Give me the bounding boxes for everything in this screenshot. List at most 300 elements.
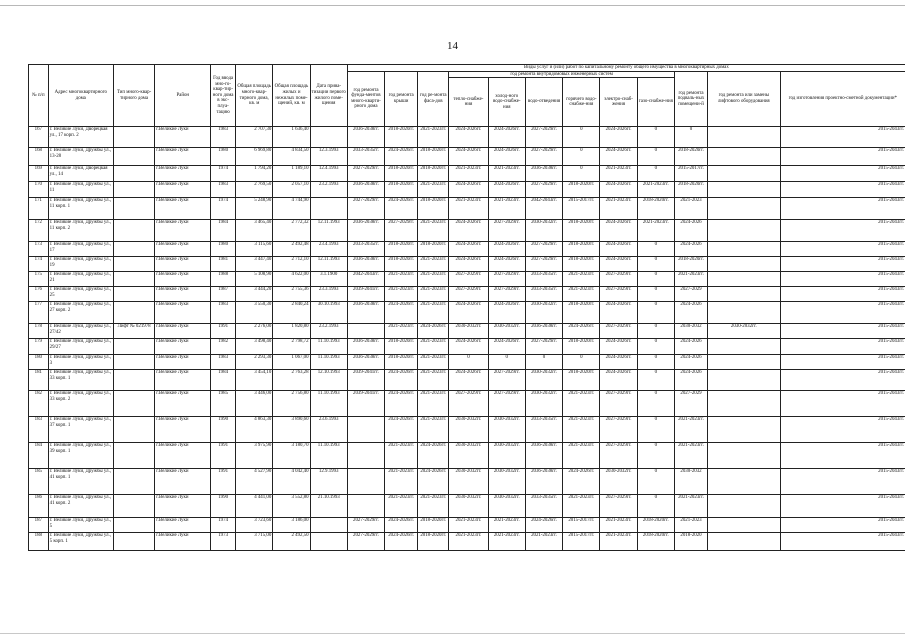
basement-cell: 2021-2023гг.: [674, 443, 707, 469]
heat-cell: 2021-2023гг.: [449, 166, 488, 182]
basement-cell: 2027-2029: [674, 391, 707, 417]
facade-cell: 2021-2023гг.: [418, 417, 449, 443]
row-number: 183: [29, 417, 49, 443]
year-cell: 1985: [211, 391, 236, 417]
cold-water-cell: 2024-2026гг.: [488, 302, 525, 324]
living-area-cell: 3 552,80: [273, 495, 310, 518]
hot-water-cell: 2018-2020гг.: [563, 302, 600, 324]
year-cell: 1984: [211, 220, 236, 242]
type-cell: [113, 257, 154, 272]
living-area-cell: 4 744,90: [273, 198, 310, 220]
year-cell: 1990: [211, 495, 236, 518]
year-cell: 1983: [211, 355, 236, 370]
electric-cell: 2024-2026гг.: [600, 148, 637, 166]
privat-date-cell: 23.4.1993: [310, 242, 347, 257]
gas-cell: 0: [637, 166, 674, 182]
heat-cell: 2021-2023гг.: [449, 518, 488, 533]
hot-water-cell: 2021-2023гг.: [563, 417, 600, 443]
hot-water-cell: 2021-2023гг.: [563, 287, 600, 302]
lift-cell: [708, 518, 780, 533]
heat-cell: 2030-2032гг.: [449, 324, 488, 339]
facade-cell: 2021-2023гг.: [418, 495, 449, 518]
roof-cell: 2024-2026гг.: [385, 417, 418, 443]
facade-cell: 2018-2020гг.: [418, 518, 449, 533]
col-hot-header: горячего водо-снабже-ния: [563, 78, 600, 127]
living-area-cell: 2 492,50: [273, 533, 310, 551]
gas-cell: 2021-2023гг.: [637, 220, 674, 242]
electric-cell: 2021-2023гг.: [600, 533, 637, 551]
sewer-cell: 2027-2029гг.: [525, 127, 562, 148]
roof-cell: 2018-2020гг.: [385, 182, 418, 198]
psd-cell: 2015-2043гг.: [780, 127, 905, 148]
heat-cell: 2027-2029гг.: [449, 391, 488, 417]
row-number: 187: [29, 518, 49, 533]
year-cell: 1988: [211, 272, 236, 287]
basement-cell: 2024-2026: [674, 242, 707, 257]
basement-cell: 2024-2026: [674, 339, 707, 355]
privat-date-cell: [310, 518, 347, 533]
year-cell: 1981: [211, 257, 236, 272]
services-group-header: Виды услуг и (или) работ по капитальному ремонту общего имущества в многоквартирных домах: [347, 65, 905, 72]
psd-cell: 2015-2043гг.: [780, 370, 905, 391]
heat-cell: 2024-2026гг.: [449, 339, 488, 355]
privat-date-cell: 11.10.1993: [310, 339, 347, 355]
electric-cell: 2024-2026гг.: [600, 355, 637, 370]
cold-water-cell: 2027-2029гг.: [488, 272, 525, 287]
psd-cell: 2015-2043гг.: [780, 257, 905, 272]
hot-water-cell: 2021-2023гг.: [563, 391, 600, 417]
basement-cell: 2018-2020гг.: [674, 182, 707, 198]
year-cell: 1987: [211, 287, 236, 302]
table-row: [29, 417, 905, 443]
heat-cell: 2021-2023гг.: [449, 533, 488, 551]
row-number: 184: [29, 443, 49, 469]
living-area-cell: 3 890,60: [273, 417, 310, 443]
col-year-header: Год ввода мно-го-квар-тир-ного дома в экс-плуа-тацию: [211, 65, 236, 127]
col-lift-header: год ремонта или замены лифтового оборудования: [708, 71, 780, 127]
table-row: [29, 302, 905, 324]
roof-cell: 2021-2023гг.: [385, 324, 418, 339]
facade-cell: 2021-2023гг.: [418, 370, 449, 391]
basement-cell: 2015-2017гг.: [674, 166, 707, 182]
sewer-cell: 2033-2035гг.: [525, 495, 562, 518]
facade-cell: 2024-2026гг.: [418, 324, 449, 339]
sewer-cell: 2027-2029гг.: [525, 339, 562, 355]
total-area-cell: 3 715,00: [236, 533, 273, 551]
type-cell: [113, 370, 154, 391]
gas-cell: 0: [637, 370, 674, 391]
type-cell: [113, 272, 154, 287]
lift-cell: [708, 272, 780, 287]
basement-cell: 2018-2020гг.: [674, 148, 707, 166]
living-area-cell: 1 189,10: [273, 166, 310, 182]
type-cell: [113, 127, 154, 148]
heat-cell: 2030-2032гг.: [449, 469, 488, 495]
row-number: 168: [29, 148, 49, 166]
foundation-cell: 2027-2029гг.: [347, 166, 384, 182]
table-row: [29, 257, 905, 272]
type-cell: [113, 166, 154, 182]
living-area-cell: 1 067,00: [273, 355, 310, 370]
row-number: 185: [29, 469, 49, 495]
lift-cell: [708, 533, 780, 551]
foundation-cell: [347, 417, 384, 443]
lift-cell: [708, 287, 780, 302]
year-cell: 1982: [211, 339, 236, 355]
facade-cell: 2021-2023гг.: [418, 272, 449, 287]
cold-water-cell: 2024-2026гг.: [488, 339, 525, 355]
table-row: [29, 127, 905, 148]
table-row: [29, 148, 905, 166]
basement-cell: 2024-2026: [674, 355, 707, 370]
address-cell: г. Великие Луки, Дружбы ул., 33 корп. 2: [48, 391, 113, 417]
type-cell: [113, 355, 154, 370]
gas-cell: 2021-2023гг.: [637, 182, 674, 198]
hot-water-cell: 0: [563, 127, 600, 148]
electric-cell: 2027-2029гг.: [600, 272, 637, 287]
facade-cell: 2021-2023гг.: [418, 355, 449, 370]
cold-water-cell: 2024-2026гг.: [488, 242, 525, 257]
lift-cell: [708, 302, 780, 324]
foundation-cell: 2027-2029гг.: [347, 518, 384, 533]
electric-cell: 2030-2032гг.: [600, 469, 637, 495]
privat-date-cell: 12.10.1993: [310, 370, 347, 391]
type-cell: [113, 469, 154, 495]
hot-water-cell: 2018-2020гг.: [563, 220, 600, 242]
col-gas-header: газо-снабже-ния: [637, 78, 674, 127]
facade-cell: 2021-2023гг.: [418, 127, 449, 148]
col-facade-header: год ре-монта фаса-дов: [418, 71, 449, 127]
lift-cell: [708, 495, 780, 518]
district-cell: г.Великие Луки: [155, 370, 211, 391]
gas-cell: 0: [637, 339, 674, 355]
sewer-cell: 2024-2026гг.: [525, 518, 562, 533]
cold-water-cell: 2021-2023гг.: [488, 166, 525, 182]
address-cell: г. Великие Луки, Дружбы ул., 11 корп. 2: [48, 220, 113, 242]
psd-cell: 2015-2043гг.: [780, 518, 905, 533]
basement-cell: 2024-2026: [674, 220, 707, 242]
heat-cell: 2024-2026гг.: [449, 242, 488, 257]
foundation-cell: 2042-2043гг.: [347, 272, 384, 287]
electric-cell: 2024-2026гг.: [600, 339, 637, 355]
roof-cell: 2021-2023гг.: [385, 495, 418, 518]
type-cell: [113, 339, 154, 355]
cold-water-cell: 2024-2026гг.: [488, 148, 525, 166]
sewer-cell: 2021-2023гг.: [525, 533, 562, 551]
facade-cell: 2024-2026гг.: [418, 469, 449, 495]
address-cell: г. Великие Луки, Дружбы ул., 29/27: [48, 339, 113, 355]
sewer-cell: 2027-2029гг.: [525, 148, 562, 166]
cold-water-cell: 2030-2032гг.: [488, 443, 525, 469]
heat-cell: 2030-2032гг.: [449, 443, 488, 469]
row-number: 171: [29, 198, 49, 220]
roof-cell: 2018-2020гг.: [385, 127, 418, 148]
col-privat-date-header: Дата прива-тизации первого жилого поме-щения: [310, 65, 347, 127]
total-area-cell: 2 293,30: [236, 355, 273, 370]
hot-water-cell: 2015-2017гг.: [563, 518, 600, 533]
roof-cell: 2024-2026гг.: [385, 533, 418, 551]
heat-cell: 2024-2026гг.: [449, 302, 488, 324]
foundation-cell: [347, 469, 384, 495]
type-cell: [113, 495, 154, 518]
gas-cell: 0: [637, 469, 674, 495]
lift-cell: [708, 242, 780, 257]
electric-cell: 2021-2023гг.: [600, 166, 637, 182]
roof-cell: 2024-2026гг.: [385, 198, 418, 220]
total-area-cell: 3 498,40: [236, 339, 273, 355]
lift-cell: [708, 339, 780, 355]
address-cell: г. Великие Луки, Дворецкая ул., 17 корп. 2: [48, 127, 113, 148]
address-cell: г. Великие Луки, Дружбы ул., 3: [48, 355, 113, 370]
roof-cell: 2018-2020гг.: [385, 339, 418, 355]
table-row: [29, 443, 905, 469]
district-cell: г.Великие Луки: [155, 220, 211, 242]
address-cell: г. Великие Луки, Дружбы ул., 27 корп. 2: [48, 302, 113, 324]
type-cell: [113, 148, 154, 166]
basement-cell: 2027-2029: [674, 287, 707, 302]
table-row: [29, 272, 905, 287]
district-cell: г.Великие Луки: [155, 302, 211, 324]
living-area-cell: 2 756,80: [273, 391, 310, 417]
district-cell: г.Великие Луки: [155, 417, 211, 443]
type-cell: [113, 242, 154, 257]
privat-date-cell: 11.10.1993: [310, 355, 347, 370]
total-area-cell: 3 465,40: [236, 220, 273, 242]
address-cell: г. Великие Луки, Дружбы ул., 21: [48, 272, 113, 287]
row-number: 167: [29, 127, 49, 148]
col-basement-header: год ремонта подваль-ных помещени-й: [674, 71, 707, 127]
total-area-cell: 3 975,90: [236, 443, 273, 469]
facade-cell: 2018-2020гг.: [418, 533, 449, 551]
sewer-cell: 2027-2029гг.: [525, 182, 562, 198]
psd-cell: 2015-2043гг.: [780, 355, 905, 370]
roof-cell: 2027-2029гг.: [385, 220, 418, 242]
privat-date-cell: [310, 533, 347, 551]
row-number: 175: [29, 272, 49, 287]
roof-cell: 2018-2020гг.: [385, 257, 418, 272]
gas-cell: 0: [637, 287, 674, 302]
electric-cell: 2024-2026гг.: [600, 127, 637, 148]
sewer-cell: 2036-2038гг.: [525, 469, 562, 495]
year-cell: 1991: [211, 469, 236, 495]
living-area-cell: 4 834,50: [273, 148, 310, 166]
psd-cell: 2015-2043гг.: [780, 220, 905, 242]
total-area-cell: 3 723,60: [236, 518, 273, 533]
foundation-cell: 2036-2038гг.: [347, 257, 384, 272]
hot-water-cell: 2021-2023гг.: [563, 272, 600, 287]
sewer-cell: 2033-2035гг.: [525, 272, 562, 287]
facade-cell: 2021-2023гг.: [418, 182, 449, 198]
col-psd-header: год изготовления проектно-сметной документации*: [780, 71, 905, 127]
psd-cell: 2015-2043гг.: [780, 148, 905, 166]
district-cell: г.Великие Луки: [155, 469, 211, 495]
basement-cell: 2021-2023гг.: [674, 495, 707, 518]
total-area-cell: 1 794,20: [236, 166, 273, 182]
cold-water-cell: 0: [488, 355, 525, 370]
district-cell: г.Великие Луки: [155, 198, 211, 220]
table-row: [29, 220, 905, 242]
facade-cell: 2021-2023гг.: [418, 339, 449, 355]
district-cell: г.Великие Луки: [155, 182, 211, 198]
privat-date-cell: 3.1.1900: [310, 272, 347, 287]
roof-cell: 2021-2023гг.: [385, 287, 418, 302]
roof-cell: 2021-2023гг.: [385, 443, 418, 469]
district-cell: г.Великие Луки: [155, 272, 211, 287]
type-cell: Лифт № 021978: [113, 324, 154, 339]
privat-date-cell: 30.10.1993: [310, 302, 347, 324]
table-body: [29, 127, 905, 551]
foundation-cell: 2036-2038гг.: [347, 220, 384, 242]
district-cell: г.Великие Луки: [155, 443, 211, 469]
living-area-cell: 2 840,24: [273, 302, 310, 324]
sewer-cell: 2036-2038гг.: [525, 443, 562, 469]
year-cell: 1974: [211, 198, 236, 220]
row-number: 179: [29, 339, 49, 355]
year-cell: 1980: [211, 148, 236, 166]
living-area-cell: 2 057,10: [273, 182, 310, 198]
district-cell: г.Великие Луки: [155, 148, 211, 166]
col-address-header: Адрес многоквартирного дома: [48, 65, 113, 127]
privat-date-cell: 21.10.1993: [310, 495, 347, 518]
lift-cell: [708, 182, 780, 198]
lift-cell: [708, 220, 780, 242]
lift-cell: [708, 198, 780, 220]
year-cell: 1983: [211, 302, 236, 324]
facade-cell: 2018-2020гг.: [418, 148, 449, 166]
col-living-area-header: Общая площадь жилых и нежилых поме-щений, кв. м: [273, 65, 310, 127]
row-number: 169: [29, 166, 49, 182]
district-cell: г.Великие Луки: [155, 166, 211, 182]
type-cell: [113, 302, 154, 324]
address-cell: г. Великие Луки, Дружбы ул., 25: [48, 287, 113, 302]
address-cell: г. Великие Луки, Дружбы ул., 17: [48, 242, 113, 257]
psd-cell: 2015-2043гг.: [780, 242, 905, 257]
living-area-cell: 1 636,40: [273, 127, 310, 148]
electric-cell: 2021-2023гг.: [600, 198, 637, 220]
total-area-cell: 5 248,90: [236, 198, 273, 220]
type-cell: [113, 182, 154, 198]
psd-cell: 2015-2043гг.: [780, 533, 905, 551]
col-foundation-header: год ремонта фунда-ментов много-кварти-рного дома: [347, 71, 384, 127]
hot-water-cell: 2018-2020гг.: [563, 257, 600, 272]
district-cell: г.Великие Луки: [155, 257, 211, 272]
privat-date-cell: 12.11.1993: [310, 257, 347, 272]
hot-water-cell: 2024-2026гг.: [563, 469, 600, 495]
cold-water-cell: 2027-2029гг.: [488, 391, 525, 417]
psd-cell: 2015-2043гг.: [780, 469, 905, 495]
sewer-cell: 2036-2038гг.: [525, 324, 562, 339]
electric-cell: 2024-2026гг.: [600, 220, 637, 242]
basement-cell: 2021-2023гг.: [674, 417, 707, 443]
address-cell: г. Великие Луки, Дружбы ул., 19: [48, 257, 113, 272]
roof-cell: 2024-2026гг.: [385, 148, 418, 166]
type-cell: [113, 220, 154, 242]
row-number: 173: [29, 242, 49, 257]
hot-water-cell: 2015-2017гг.: [563, 533, 600, 551]
type-cell: [113, 391, 154, 417]
year-cell: 1980: [211, 242, 236, 257]
row-number: 186: [29, 495, 49, 518]
table-row: [29, 198, 905, 220]
address-cell: г. Великие Луки, Дружбы ул., 5: [48, 518, 113, 533]
hot-water-cell: 2021-2023гг.: [563, 495, 600, 518]
foundation-cell: 2036-2038гг.: [347, 127, 384, 148]
electric-cell: 2021-2023гг.: [600, 518, 637, 533]
cold-water-cell: 2030-2032гг.: [488, 324, 525, 339]
cold-water-cell: 2030-2032гг.: [488, 417, 525, 443]
sewer-cell: 2030-2032гг.: [525, 302, 562, 324]
col-heat-header: тепло-снабже-ния: [449, 78, 488, 127]
inner-systems-header: год ремонта внутридомовых инженерных систем: [449, 71, 675, 78]
col-roof-header: год ремонта крыши: [385, 71, 418, 127]
lift-cell: [708, 148, 780, 166]
heat-cell: 2021-2023гг.: [449, 198, 488, 220]
privat-date-cell: 23.2.1993: [310, 324, 347, 339]
foundation-cell: 2039-2041гг.: [347, 287, 384, 302]
electric-cell: 2027-2029гг.: [600, 417, 637, 443]
electric-cell: 2024-2026гг.: [600, 182, 637, 198]
psd-cell: 2015-2043гг.: [780, 166, 905, 182]
gas-cell: 2018-2020гг.: [637, 518, 674, 533]
type-cell: [113, 518, 154, 533]
electric-cell: 2024-2026гг.: [600, 370, 637, 391]
row-number: 174: [29, 257, 49, 272]
district-cell: г.Великие Луки: [155, 495, 211, 518]
table-row: [29, 391, 905, 417]
total-area-cell: 3 446,00: [236, 391, 273, 417]
table-row: [29, 182, 905, 198]
type-cell: [113, 443, 154, 469]
total-area-cell: 2 276,00: [236, 324, 273, 339]
hot-water-cell: 0: [563, 148, 600, 166]
district-cell: г.Великие Луки: [155, 324, 211, 339]
heat-cell: 2030-2032гг.: [449, 417, 488, 443]
gas-cell: 2018-2020гг.: [637, 198, 674, 220]
gas-cell: 0: [637, 391, 674, 417]
cold-water-cell: 2030-2032гг.: [488, 469, 525, 495]
hot-water-cell: 0: [563, 166, 600, 182]
psd-cell: 2015-2043гг.: [780, 391, 905, 417]
living-area-cell: 2 492,48: [273, 242, 310, 257]
address-cell: г. Великие Луки, Дворецкая ул., 14: [48, 166, 113, 182]
total-area-cell: 2 769,50: [236, 182, 273, 198]
basement-cell: 0: [674, 127, 707, 148]
electric-cell: 2027-2029гг.: [600, 495, 637, 518]
cold-water-cell: 2027-2029гг.: [488, 220, 525, 242]
year-cell: 1990: [211, 417, 236, 443]
roof-cell: 2024-2026гг.: [385, 391, 418, 417]
hot-water-cell: 2018-2020гг.: [563, 339, 600, 355]
total-area-cell: 3 115,60: [236, 242, 273, 257]
foundation-cell: [347, 495, 384, 518]
hot-water-cell: 2024-2026гг.: [563, 324, 600, 339]
heat-cell: 2027-2029гг.: [449, 287, 488, 302]
district-cell: г.Великие Луки: [155, 533, 211, 551]
privat-date-cell: 12.3.1993: [310, 148, 347, 166]
type-cell: [113, 417, 154, 443]
foundation-cell: 2033-2035гг.: [347, 242, 384, 257]
address-cell: г. Великие Луки, Дружбы ул., 11: [48, 182, 113, 198]
lift-cell: [708, 417, 780, 443]
table-row: [29, 370, 905, 391]
lift-cell: [708, 391, 780, 417]
table-row: [29, 533, 905, 551]
living-area-cell: 2 712,10: [273, 257, 310, 272]
gas-cell: 0: [637, 148, 674, 166]
sewer-cell: 2030-2032гг.: [525, 370, 562, 391]
cold-water-cell: 2021-2023гг.: [488, 533, 525, 551]
gas-cell: 0: [637, 127, 674, 148]
